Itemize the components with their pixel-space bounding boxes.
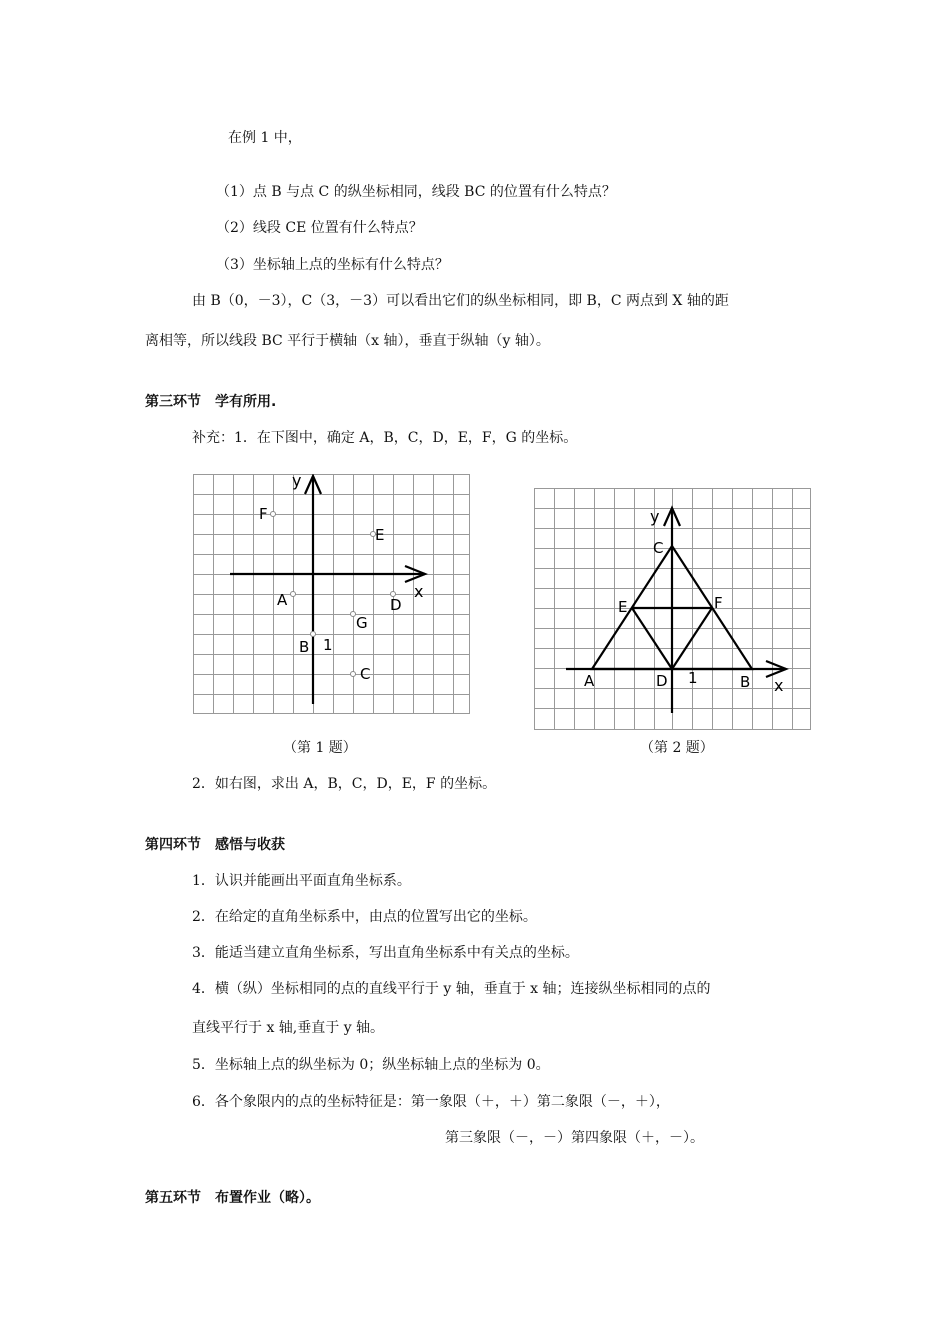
section3-title: 第三环节 学有所用. [145, 394, 277, 410]
figure-2-x-label: x [774, 676, 784, 695]
figure-1-unit-label: 1 [323, 636, 333, 654]
supplement-2: 2．如右图，求出 A，B，C，D，E，F 的坐标。 [192, 776, 497, 792]
figure-2-point-F: F [714, 594, 723, 612]
takeaway-3: 3．能适当建立直角坐标系，写出直角坐标系中有关点的坐标。 [192, 945, 579, 961]
section5-title: 第五环节 布置作业（略）。 [145, 1190, 320, 1206]
takeaway-4-continued: 直线平行于 x 轴,垂直于 y 轴。 [192, 1020, 385, 1036]
figure-2-point-B: B [740, 673, 751, 691]
takeaway-5: 5．坐标轴上点的纵坐标为 0；纵坐标轴上点的坐标为 0。 [192, 1057, 550, 1073]
figure-2-unit-label: 1 [688, 669, 698, 687]
figure-1-point-F: F [259, 505, 268, 523]
figure-1-x-label: x [414, 582, 424, 601]
figure-1-point-A: A [277, 591, 288, 609]
supplement-1: 补充：1．在下图中，确定 A，B，C，D，E，F，G 的坐标。 [192, 430, 578, 446]
figure-1-caption: （第 1 题） [283, 740, 357, 756]
figure-2-caption: （第 2 题） [640, 740, 714, 756]
question-2: （2）线段 CE 位置有什么特点？ [216, 220, 423, 236]
figure-1-point-D: D [390, 596, 402, 614]
question-1: （1）点 B 与点 C 的纵坐标相同，线段 BC 的位置有什么特点？ [216, 184, 616, 200]
figure-1-y-label: y [292, 474, 302, 490]
figure-2-point-C: C [653, 539, 664, 557]
takeaway-6: 6．各个象限内的点的坐标特征是：第一象限（＋，＋）第二象限（－，＋）， [192, 1094, 670, 1110]
figure-2-point-D: D [656, 672, 668, 690]
takeaway-2: 2．在给定的直角坐标系中，由点的位置写出它的坐标。 [192, 909, 537, 925]
figure-1-point-G: G [356, 614, 368, 632]
explanation-line-2: 离相等，所以线段 BC 平行于横轴（x 轴），垂直于纵轴（y 轴）。 [145, 333, 550, 349]
figure-2-point-A: A [584, 672, 595, 690]
figure-1-point-E: E [375, 526, 385, 544]
figure-2-labels [534, 488, 811, 730]
figure-1-labels [193, 474, 470, 714]
figure-2-point-E: E [618, 598, 628, 616]
figure-2-y-label: y [650, 507, 660, 526]
figure-1-point-B: B [299, 638, 310, 656]
explanation-line-1: 由 B（0，－3），C（3，－3）可以看出它们的纵坐标相同，即 B，C 两点到 X 轴的距 [192, 293, 729, 309]
figure-1-point-C: C [360, 665, 371, 683]
takeaway-4: 4．横（纵）坐标相同的点的直线平行于 y 轴，垂直于 x 轴；连接纵坐标相同的点的 [192, 981, 711, 997]
takeaway-6-continued: 第三象限（－，－）第四象限（＋，－）。 [445, 1130, 704, 1146]
intro-text: 在例 1 中， [228, 130, 302, 146]
takeaway-1: 1．认识并能画出平面直角坐标系。 [192, 873, 411, 889]
question-3: （3）坐标轴上点的坐标有什么特点？ [216, 257, 449, 273]
section4-title: 第四环节 感悟与收获 [145, 837, 285, 853]
